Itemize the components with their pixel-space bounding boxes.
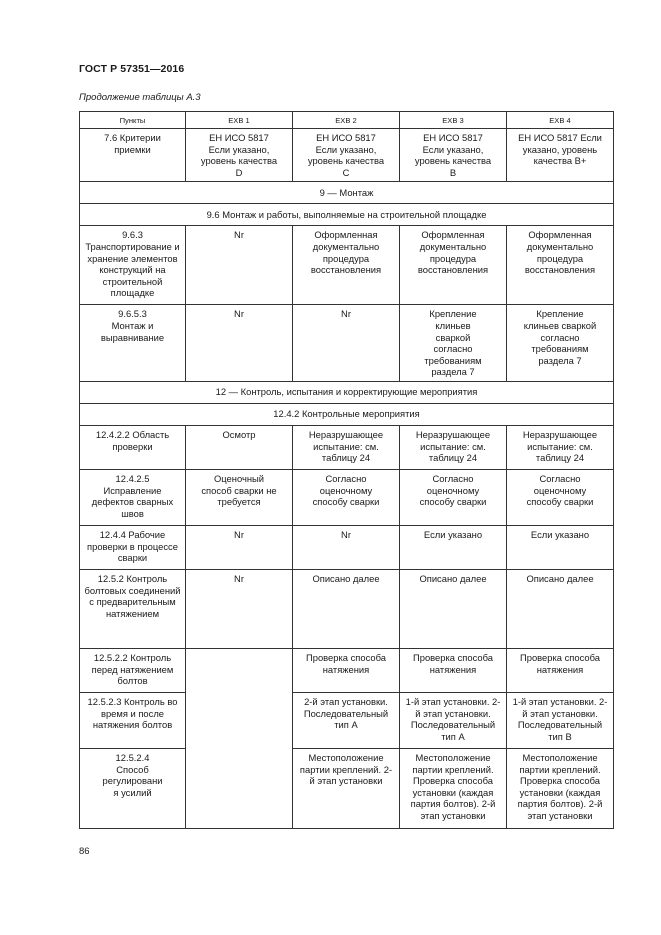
table-cell: Местоположение партии креплений. 2-й этап установки: [293, 748, 400, 828]
section-row: [80, 204, 614, 226]
table-cell: 7.6 Критерии приемки: [80, 129, 186, 182]
empty-cell: [186, 748, 293, 828]
table-cell: 9.6.5.3 Монтаж и выравнивание: [80, 305, 186, 382]
table-header-row: [80, 112, 614, 129]
table-cell: Осмотр: [186, 425, 293, 469]
table-cell: 12.5.2.2 Контроль перед натяжением болтов: [80, 648, 186, 692]
table-cell: Nr: [186, 569, 293, 648]
table-row: [80, 469, 614, 525]
table-row: [80, 569, 614, 648]
table-cell: Крепление клиньев сваркой согласно требованиям раздела 7: [507, 305, 614, 382]
section-row: [80, 381, 614, 403]
requirements-table: [79, 111, 614, 829]
table-cell: Описано далее: [507, 569, 614, 648]
table-cell: 12.5.2.3 Контроль во время и после натяжения болтов: [80, 692, 186, 748]
table-cell: ЕН ИСО 5817 Если указано, уровень качества В+: [507, 129, 614, 182]
table-cell: Проверка способа натяжения: [400, 648, 507, 692]
table-cell: Nr: [186, 305, 293, 382]
table-cell: Nr: [293, 305, 400, 382]
table-row: [80, 305, 614, 382]
table-cell: 9.6.3 Транспортирование и хранение элементов конструкций на строительной площадке: [80, 226, 186, 305]
column-header: EXB 3: [400, 112, 507, 129]
section-heading: 12 — Контроль, испытания и корректирующие мероприятия: [80, 381, 614, 403]
column-header: Пункты: [80, 112, 186, 129]
table-cell: 12.4.2.2 Область проверки: [80, 425, 186, 469]
table-cell: Оформленная документально процедура восстановления: [293, 226, 400, 305]
section-heading: 9 — Монтаж: [80, 182, 614, 204]
table-row: [80, 648, 614, 692]
section-heading: 9.6 Монтаж и работы, выполняемые на строительной площадке: [80, 204, 614, 226]
table-cell: Nr: [186, 226, 293, 305]
table-cell: Если указано: [507, 525, 614, 569]
table-cell: Неразрушающее испытание: см. таблицу 24: [293, 425, 400, 469]
section-heading: 12.4.2 Контрольные мероприятия: [80, 403, 614, 425]
table-cell: Nr: [186, 525, 293, 569]
table-cell: ЕН ИСО 5817 Если указано, уровень качества С: [293, 129, 400, 182]
table-cell: Неразрушающее испытание: см. таблицу 24: [507, 425, 614, 469]
table-row: [80, 425, 614, 469]
document-title: ГОСТ Р 57351—2016: [79, 63, 185, 75]
table-row: [80, 748, 614, 828]
section-row: [80, 403, 614, 425]
table-cell: Оформленная документально процедура восстановления: [507, 226, 614, 305]
table-cell: ЕН ИСО 5817 Если указано, уровень качества В: [400, 129, 507, 182]
table-cell: Проверка способа натяжения: [293, 648, 400, 692]
table-cell: Неразрушающее испытание: см. таблицу 24: [400, 425, 507, 469]
table-cell: Если указано: [400, 525, 507, 569]
table-cell: Согласно оценочному способу сварки: [293, 469, 400, 525]
table-cell: Оценочный способ сварки не требуется: [186, 469, 293, 525]
table-cell: Крепление клиньев сваркой согласно требованиям раздела 7: [400, 305, 507, 382]
column-header: EXB 4: [507, 112, 614, 129]
table-cell: ЕН ИСО 5817 Если указано, уровень качества D: [186, 129, 293, 182]
table-cell: Согласно оценочному способу сварки: [507, 469, 614, 525]
table-cell: Местоположение партии креплений. Проверка способа установки (каждая партия болтов). 2-й этап установки: [507, 748, 614, 828]
table-cell: 12.4.2.5 Исправление дефектов сварных швов: [80, 469, 186, 525]
page-number: 86: [79, 846, 90, 857]
table-cell: 2-й этап установки. Последовательный тип А: [293, 692, 400, 748]
table-cell: Проверка способа натяжения: [507, 648, 614, 692]
table-cell: Описано далее: [400, 569, 507, 648]
table-cell: Местоположение партии креплений. Проверка способа установки (каждая партия болтов). 2-й этап установки: [400, 748, 507, 828]
empty-cell: [186, 648, 293, 692]
table-row: [80, 129, 614, 182]
table-cell: Оформленная документально процедура восстановления: [400, 226, 507, 305]
column-header: EXB 2: [293, 112, 400, 129]
table-cell: Описано далее: [293, 569, 400, 648]
table-row: [80, 525, 614, 569]
table-cell: Согласно оценочному способу сварки: [400, 469, 507, 525]
table-row: [80, 692, 614, 748]
table-cell: 1-й этап установки. 2-й этап установки. Последовательный тип В: [507, 692, 614, 748]
table-row: [80, 226, 614, 305]
table-cell: 1-й этап установки. 2-й этап установки. Последовательный тип А: [400, 692, 507, 748]
table-cell: 12.5.2.4 Способ регулирования усилий: [80, 748, 186, 828]
table-cell: Nr: [293, 525, 400, 569]
empty-cell: [186, 692, 293, 748]
table-cell: 12.4.4 Рабочие проверки в процессе сварки: [80, 525, 186, 569]
column-header: EXB 1: [186, 112, 293, 129]
section-row: [80, 182, 614, 204]
table-cell: 12.5.2 Контроль болтовых соединений с предварительным натяжением: [80, 569, 186, 648]
table-caption: Продолжение таблицы А.3: [79, 92, 201, 103]
